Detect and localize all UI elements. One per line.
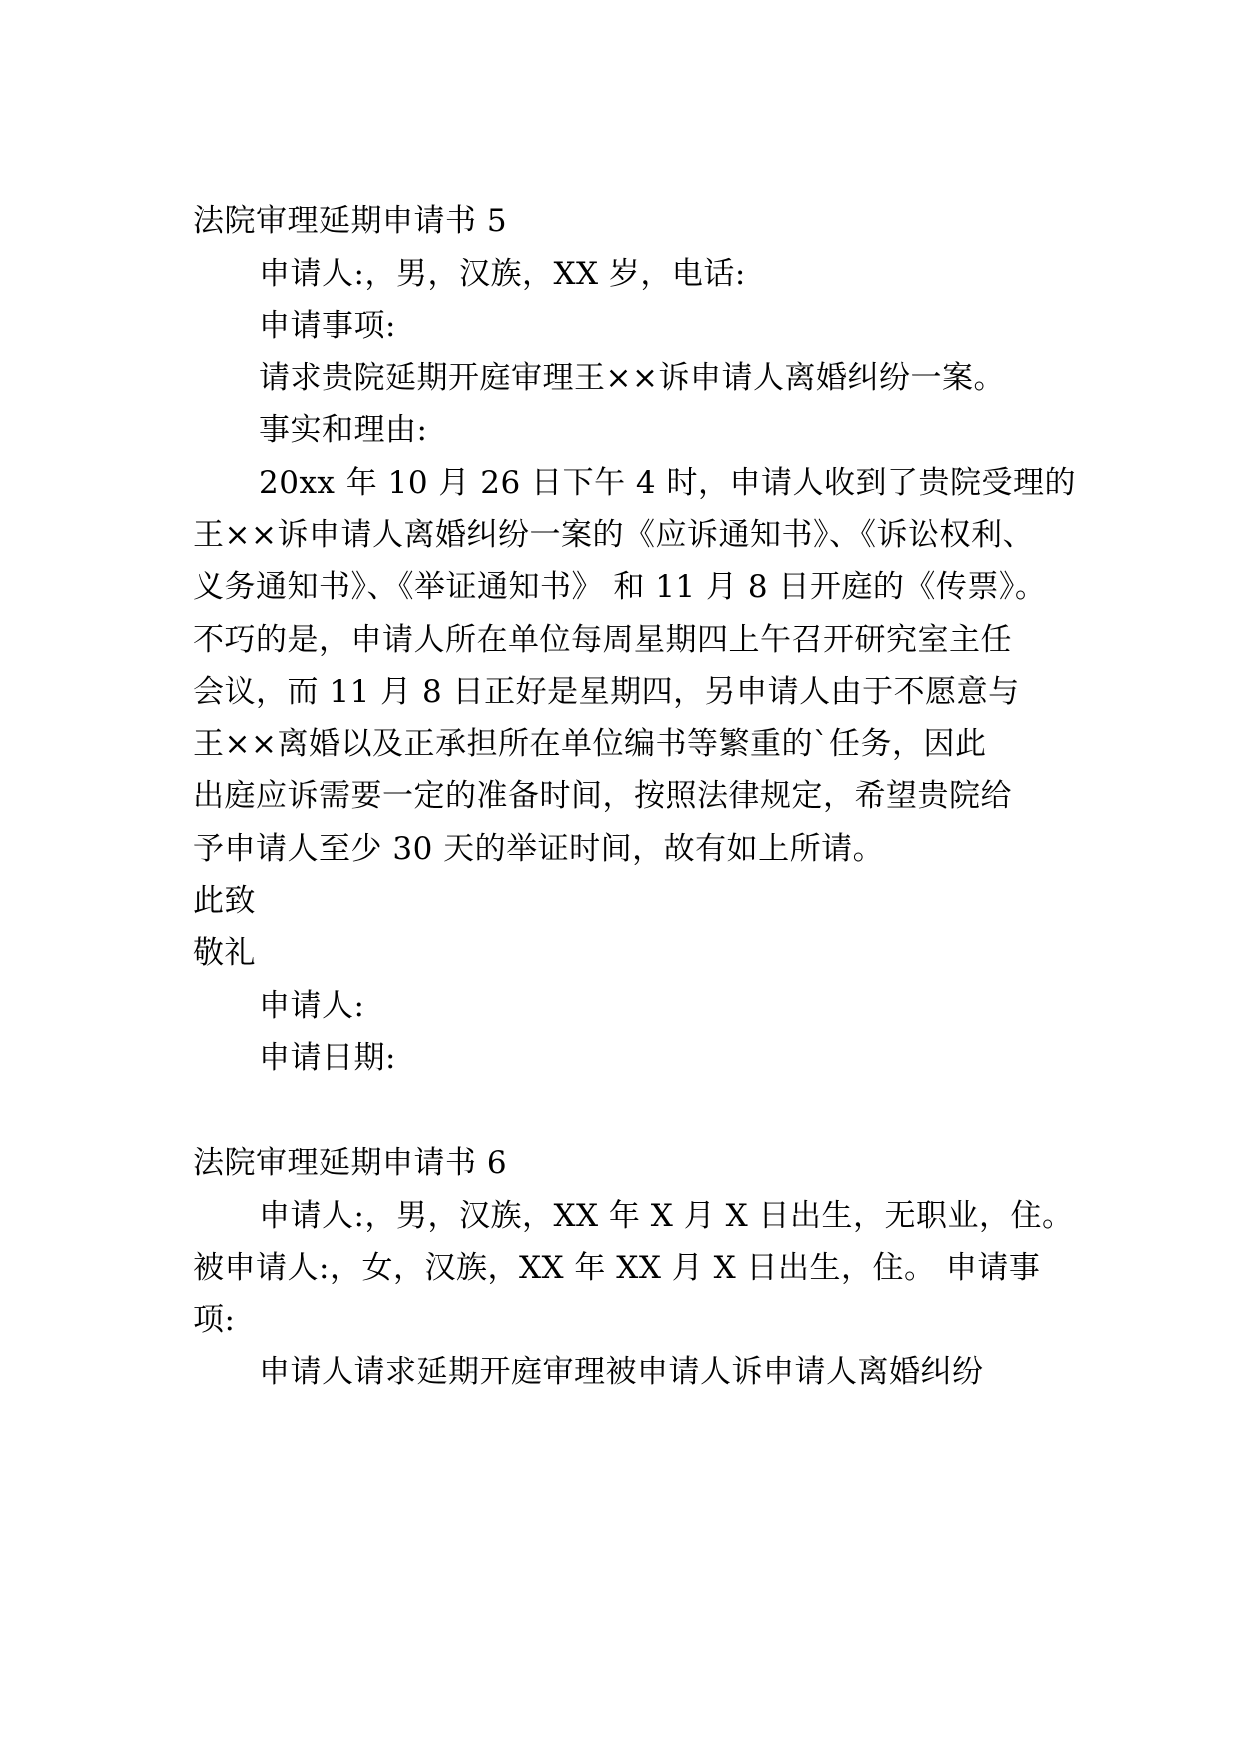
section5-signature-date: 申请日期:: [259, 1040, 396, 1076]
section5-facts-line: 王××诉申请人离婚纠纷一案的《应诉通知书》、《诉讼权利、: [193, 517, 1034, 553]
section5-facts-line: 出庭应诉需要一定的准备时间，按照法律规定，希望贵院给: [193, 778, 1012, 814]
section5-facts-line: 会议，而 11 月 8 日正好是星期四，另申请人由于不愿意与: [193, 674, 1020, 710]
section5-facts-line: 不巧的是，申请人所在单位每周星期四上午召开研究室主任: [193, 622, 1012, 658]
section5-facts-line: 王××离婚以及正承担所在单位编书等繁重的`任务，因此: [193, 726, 987, 762]
section5-closing-2: 敬礼: [193, 935, 256, 971]
section5-matters-label: 申请事项:: [259, 308, 396, 344]
section6-respondent: 被申请人:，女，汉族，XX 年 XX 月 X 日出生，住。 申请事: [193, 1250, 1041, 1286]
section5-request: 请求贵院延期开庭审理王××诉申请人离婚纠纷一案。: [259, 360, 1005, 396]
section5-facts-line: 予申请人至少 30 天的举证时间，故有如上所请。: [193, 831, 885, 867]
section5-title: 法院审理延期申请书 5: [193, 203, 508, 239]
section5-signature-applicant: 申请人:: [259, 988, 365, 1024]
section5-facts-line: 20xx 年 10 月 26 日下午 4 时，申请人收到了贵院受理的: [259, 465, 1077, 501]
section6-request-start: 申请人请求延期开庭审理被申请人诉申请人离婚纠纷: [259, 1354, 984, 1390]
section5-facts-label: 事实和理由:: [259, 412, 428, 448]
section5-closing-1: 此致: [193, 883, 256, 919]
section6-title: 法院审理延期申请书 6: [193, 1145, 508, 1181]
section5-facts-line: 义务通知书》、《举证通知书》 和 11 月 8 日开庭的《传票》。: [193, 569, 1047, 605]
section6-respondent-cont: 项:: [193, 1302, 236, 1338]
section6-applicant: 申请人:，男，汉族，XX 年 X 月 X 日出生，无职业，住。: [259, 1198, 1074, 1234]
section5-applicant: 申请人:，男，汉族，XX 岁，电话:: [259, 256, 746, 292]
